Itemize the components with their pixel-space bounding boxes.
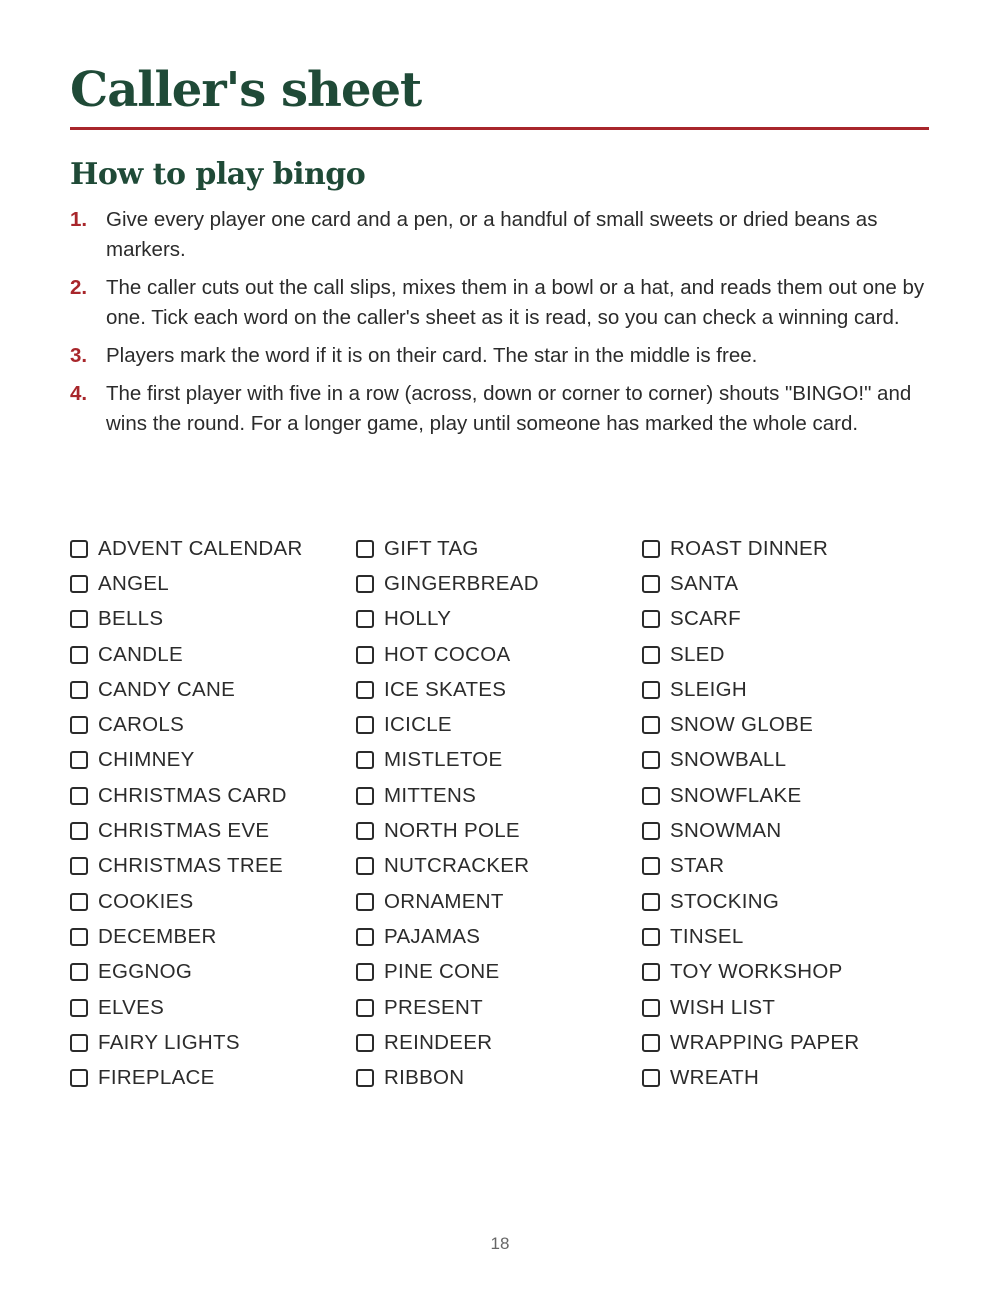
- checkbox-icon[interactable]: [70, 575, 88, 593]
- checkbox-icon[interactable]: [356, 1034, 374, 1052]
- checklist-word: CANDLE: [98, 642, 183, 666]
- checklist-item[interactable]: [642, 707, 860, 742]
- checklist-item[interactable]: [356, 531, 539, 566]
- checklist-item[interactable]: [642, 566, 860, 601]
- checkbox-icon[interactable]: [70, 610, 88, 628]
- checklist-word: FAIRY LIGHTS: [98, 1030, 240, 1054]
- checklist-word: GIFT TAG: [384, 536, 479, 560]
- word-column-2: [356, 531, 539, 1096]
- checkbox-icon[interactable]: [356, 928, 374, 946]
- checklist-word: SNOWBALL: [670, 748, 787, 772]
- checklist-item[interactable]: [356, 672, 539, 707]
- checklist-word: ROAST DINNER: [670, 536, 829, 560]
- checkbox-icon[interactable]: [70, 787, 88, 805]
- checkbox-icon[interactable]: [356, 1069, 374, 1087]
- step-text: The first player with five in a row (across, down or corner to corner) shouts "BINGO!" and wins the round. For a longer game, play until someone has marked the whole card.: [106, 382, 912, 435]
- checklist-item[interactable]: [70, 743, 303, 778]
- checkbox-icon[interactable]: [642, 893, 660, 911]
- checklist-word: CHIMNEY: [98, 748, 195, 772]
- checklist-word: FIREPLACE: [98, 1066, 215, 1090]
- checklist-word: SLEIGH: [670, 677, 747, 701]
- checklist-item[interactable]: [70, 849, 303, 884]
- checklist-word: STAR: [670, 854, 725, 878]
- instructions-list: [70, 205, 930, 447]
- checkbox-icon[interactable]: [70, 999, 88, 1017]
- checklist-word: HOLLY: [384, 607, 452, 631]
- checkbox-icon[interactable]: [356, 540, 374, 558]
- checkbox-icon[interactable]: [356, 822, 374, 840]
- checkbox-icon[interactable]: [642, 928, 660, 946]
- checklist-item[interactable]: [356, 778, 539, 813]
- checklist-word: CHRISTMAS TREE: [98, 854, 283, 878]
- checkbox-icon[interactable]: [356, 716, 374, 734]
- checkbox-icon[interactable]: [642, 610, 660, 628]
- checklist-item[interactable]: [70, 1025, 303, 1060]
- checklist-word: NORTH POLE: [384, 819, 520, 843]
- checkbox-icon[interactable]: [70, 822, 88, 840]
- checklist-item[interactable]: [70, 602, 303, 637]
- checkbox-icon[interactable]: [642, 1069, 660, 1087]
- checklist-item[interactable]: [356, 743, 539, 778]
- checkbox-icon[interactable]: [70, 963, 88, 981]
- checklist-word: SANTA: [670, 571, 739, 595]
- instruction-step: [70, 205, 930, 265]
- checklist-item[interactable]: [356, 602, 539, 637]
- checklist-item[interactable]: [642, 743, 860, 778]
- checklist-word: ADVENT CALENDAR: [98, 536, 303, 560]
- step-number: 3.: [70, 344, 88, 367]
- word-checklist: [70, 531, 930, 1101]
- checklist-word: CHRISTMAS EVE: [98, 819, 270, 843]
- checklist-word: SNOWMAN: [670, 819, 782, 843]
- checklist-word: PAJAMAS: [384, 924, 481, 948]
- checklist-word: REINDEER: [384, 1030, 493, 1054]
- checklist-word: PINE CONE: [384, 960, 500, 984]
- checklist-word: MITTENS: [384, 783, 477, 807]
- checklist-item[interactable]: [642, 884, 860, 919]
- page-title: Caller's sheet: [70, 62, 422, 118]
- checklist-word: ORNAMENT: [384, 889, 504, 913]
- checklist-item[interactable]: [70, 531, 303, 566]
- checkbox-icon[interactable]: [356, 681, 374, 699]
- checklist-word: MISTLETOE: [384, 748, 503, 772]
- page-number: 18: [490, 1234, 510, 1253]
- checklist-item[interactable]: [70, 919, 303, 954]
- checklist-item[interactable]: [70, 955, 303, 990]
- checklist-word: STOCKING: [670, 889, 780, 913]
- checklist-item[interactable]: [356, 637, 539, 672]
- step-text: Give every player one card and a pen, or a handful of small sweets or dried beans as markers.: [106, 208, 878, 261]
- instruction-step: [70, 341, 930, 371]
- checkbox-icon[interactable]: [356, 963, 374, 981]
- checklist-item[interactable]: [642, 919, 860, 954]
- word-column-3: [642, 531, 860, 1096]
- checklist-word: WISH LIST: [670, 995, 776, 1019]
- checklist-item[interactable]: [642, 813, 860, 848]
- checkbox-icon[interactable]: [356, 575, 374, 593]
- checklist-word: HOT COCOA: [384, 642, 511, 666]
- checklist-item[interactable]: [70, 990, 303, 1025]
- checklist-item[interactable]: [356, 990, 539, 1025]
- checklist-item[interactable]: [70, 672, 303, 707]
- checkbox-icon[interactable]: [70, 751, 88, 769]
- checklist-word: SLED: [670, 642, 725, 666]
- checkbox-icon[interactable]: [70, 646, 88, 664]
- step-number: 1.: [70, 208, 88, 231]
- checklist-word: EGGNOG: [98, 960, 193, 984]
- checkbox-icon[interactable]: [642, 751, 660, 769]
- checkbox-icon[interactable]: [642, 857, 660, 875]
- checklist-item[interactable]: [642, 602, 860, 637]
- checklist-item[interactable]: [70, 637, 303, 672]
- checkbox-icon[interactable]: [70, 681, 88, 699]
- checkbox-icon[interactable]: [70, 540, 88, 558]
- checklist-word: SNOWFLAKE: [670, 783, 802, 807]
- checkbox-icon[interactable]: [70, 857, 88, 875]
- step-text: Players mark the word if it is on their card. The star in the middle is free.: [106, 344, 758, 367]
- checklist-item[interactable]: [356, 955, 539, 990]
- checklist-word: CHRISTMAS CARD: [98, 783, 287, 807]
- checklist-word: WREATH: [670, 1066, 760, 1090]
- checkbox-icon[interactable]: [356, 787, 374, 805]
- checklist-word: CAROLS: [98, 713, 185, 737]
- checklist-item[interactable]: [70, 778, 303, 813]
- checkbox-icon[interactable]: [356, 857, 374, 875]
- checklist-item[interactable]: [70, 813, 303, 848]
- checklist-item[interactable]: [356, 1060, 539, 1095]
- checkbox-icon[interactable]: [356, 610, 374, 628]
- checklist-item[interactable]: [356, 566, 539, 601]
- checklist-word: DECEMBER: [98, 924, 217, 948]
- checklist-word: TOY WORKSHOP: [670, 960, 843, 984]
- checkbox-icon[interactable]: [70, 716, 88, 734]
- checkbox-icon[interactable]: [642, 1034, 660, 1052]
- checklist-item[interactable]: [642, 1060, 860, 1095]
- checkbox-icon[interactable]: [356, 646, 374, 664]
- section-heading: How to play bingo: [70, 157, 366, 192]
- checklist-item[interactable]: [70, 884, 303, 919]
- checklist-item[interactable]: [642, 531, 860, 566]
- checklist-word: SNOW GLOBE: [670, 713, 814, 737]
- checklist-word: RIBBON: [384, 1066, 465, 1090]
- checklist-word: ELVES: [98, 995, 165, 1019]
- checklist-word: ICICLE: [384, 713, 452, 737]
- checklist-word: GINGERBREAD: [384, 571, 539, 595]
- checklist-item[interactable]: [70, 1060, 303, 1095]
- checkbox-icon[interactable]: [642, 681, 660, 699]
- checklist-item[interactable]: [642, 637, 860, 672]
- checklist-item[interactable]: [356, 849, 539, 884]
- checkbox-icon[interactable]: [642, 540, 660, 558]
- checklist-item[interactable]: [356, 813, 539, 848]
- checklist-word: WRAPPING PAPER: [670, 1030, 860, 1054]
- checklist-item[interactable]: [642, 1025, 860, 1060]
- instruction-step: [70, 379, 930, 439]
- checkbox-icon[interactable]: [642, 575, 660, 593]
- checklist-item[interactable]: [642, 778, 860, 813]
- checkbox-icon[interactable]: [642, 963, 660, 981]
- checkbox-icon[interactable]: [70, 1034, 88, 1052]
- checklist-item[interactable]: [356, 1025, 539, 1060]
- checkbox-icon[interactable]: [642, 822, 660, 840]
- checkbox-icon[interactable]: [642, 999, 660, 1017]
- checkbox-icon[interactable]: [642, 716, 660, 734]
- checkbox-icon[interactable]: [70, 1069, 88, 1087]
- step-number: 2.: [70, 276, 88, 299]
- checklist-word: COOKIES: [98, 889, 194, 913]
- checklist-item[interactable]: [356, 707, 539, 742]
- checklist-word: TINSEL: [670, 924, 744, 948]
- checkbox-icon[interactable]: [642, 787, 660, 805]
- checklist-word: SCARF: [670, 607, 741, 631]
- checklist-item[interactable]: [70, 566, 303, 601]
- checkbox-icon[interactable]: [356, 893, 374, 911]
- checklist-word: CANDY CANE: [98, 677, 236, 701]
- checklist-item[interactable]: [356, 919, 539, 954]
- checklist-item[interactable]: [642, 990, 860, 1025]
- checklist-word: PRESENT: [384, 995, 483, 1019]
- checklist-item[interactable]: [70, 707, 303, 742]
- title-divider: [70, 127, 929, 130]
- instruction-step: [70, 273, 930, 333]
- checklist-item[interactable]: [356, 884, 539, 919]
- checkbox-icon[interactable]: [70, 893, 88, 911]
- step-number: 4.: [70, 382, 88, 405]
- checkbox-icon[interactable]: [642, 646, 660, 664]
- checkbox-icon[interactable]: [70, 928, 88, 946]
- word-column-1: [70, 531, 303, 1096]
- step-text: The caller cuts out the call slips, mixes them in a bowl or a hat, and reads them out one by one. Tick each word on the caller's sheet as it is read, so you can check a winning card.: [106, 276, 925, 329]
- checkbox-icon[interactable]: [356, 999, 374, 1017]
- checklist-word: NUTCRACKER: [384, 854, 530, 878]
- checklist-word: ANGEL: [98, 571, 169, 595]
- checklist-word: ICE SKATES: [384, 677, 507, 701]
- checklist-item[interactable]: [642, 955, 860, 990]
- checkbox-icon[interactable]: [356, 751, 374, 769]
- checklist-word: BELLS: [98, 607, 164, 631]
- checklist-item[interactable]: [642, 849, 860, 884]
- checklist-item[interactable]: [642, 672, 860, 707]
